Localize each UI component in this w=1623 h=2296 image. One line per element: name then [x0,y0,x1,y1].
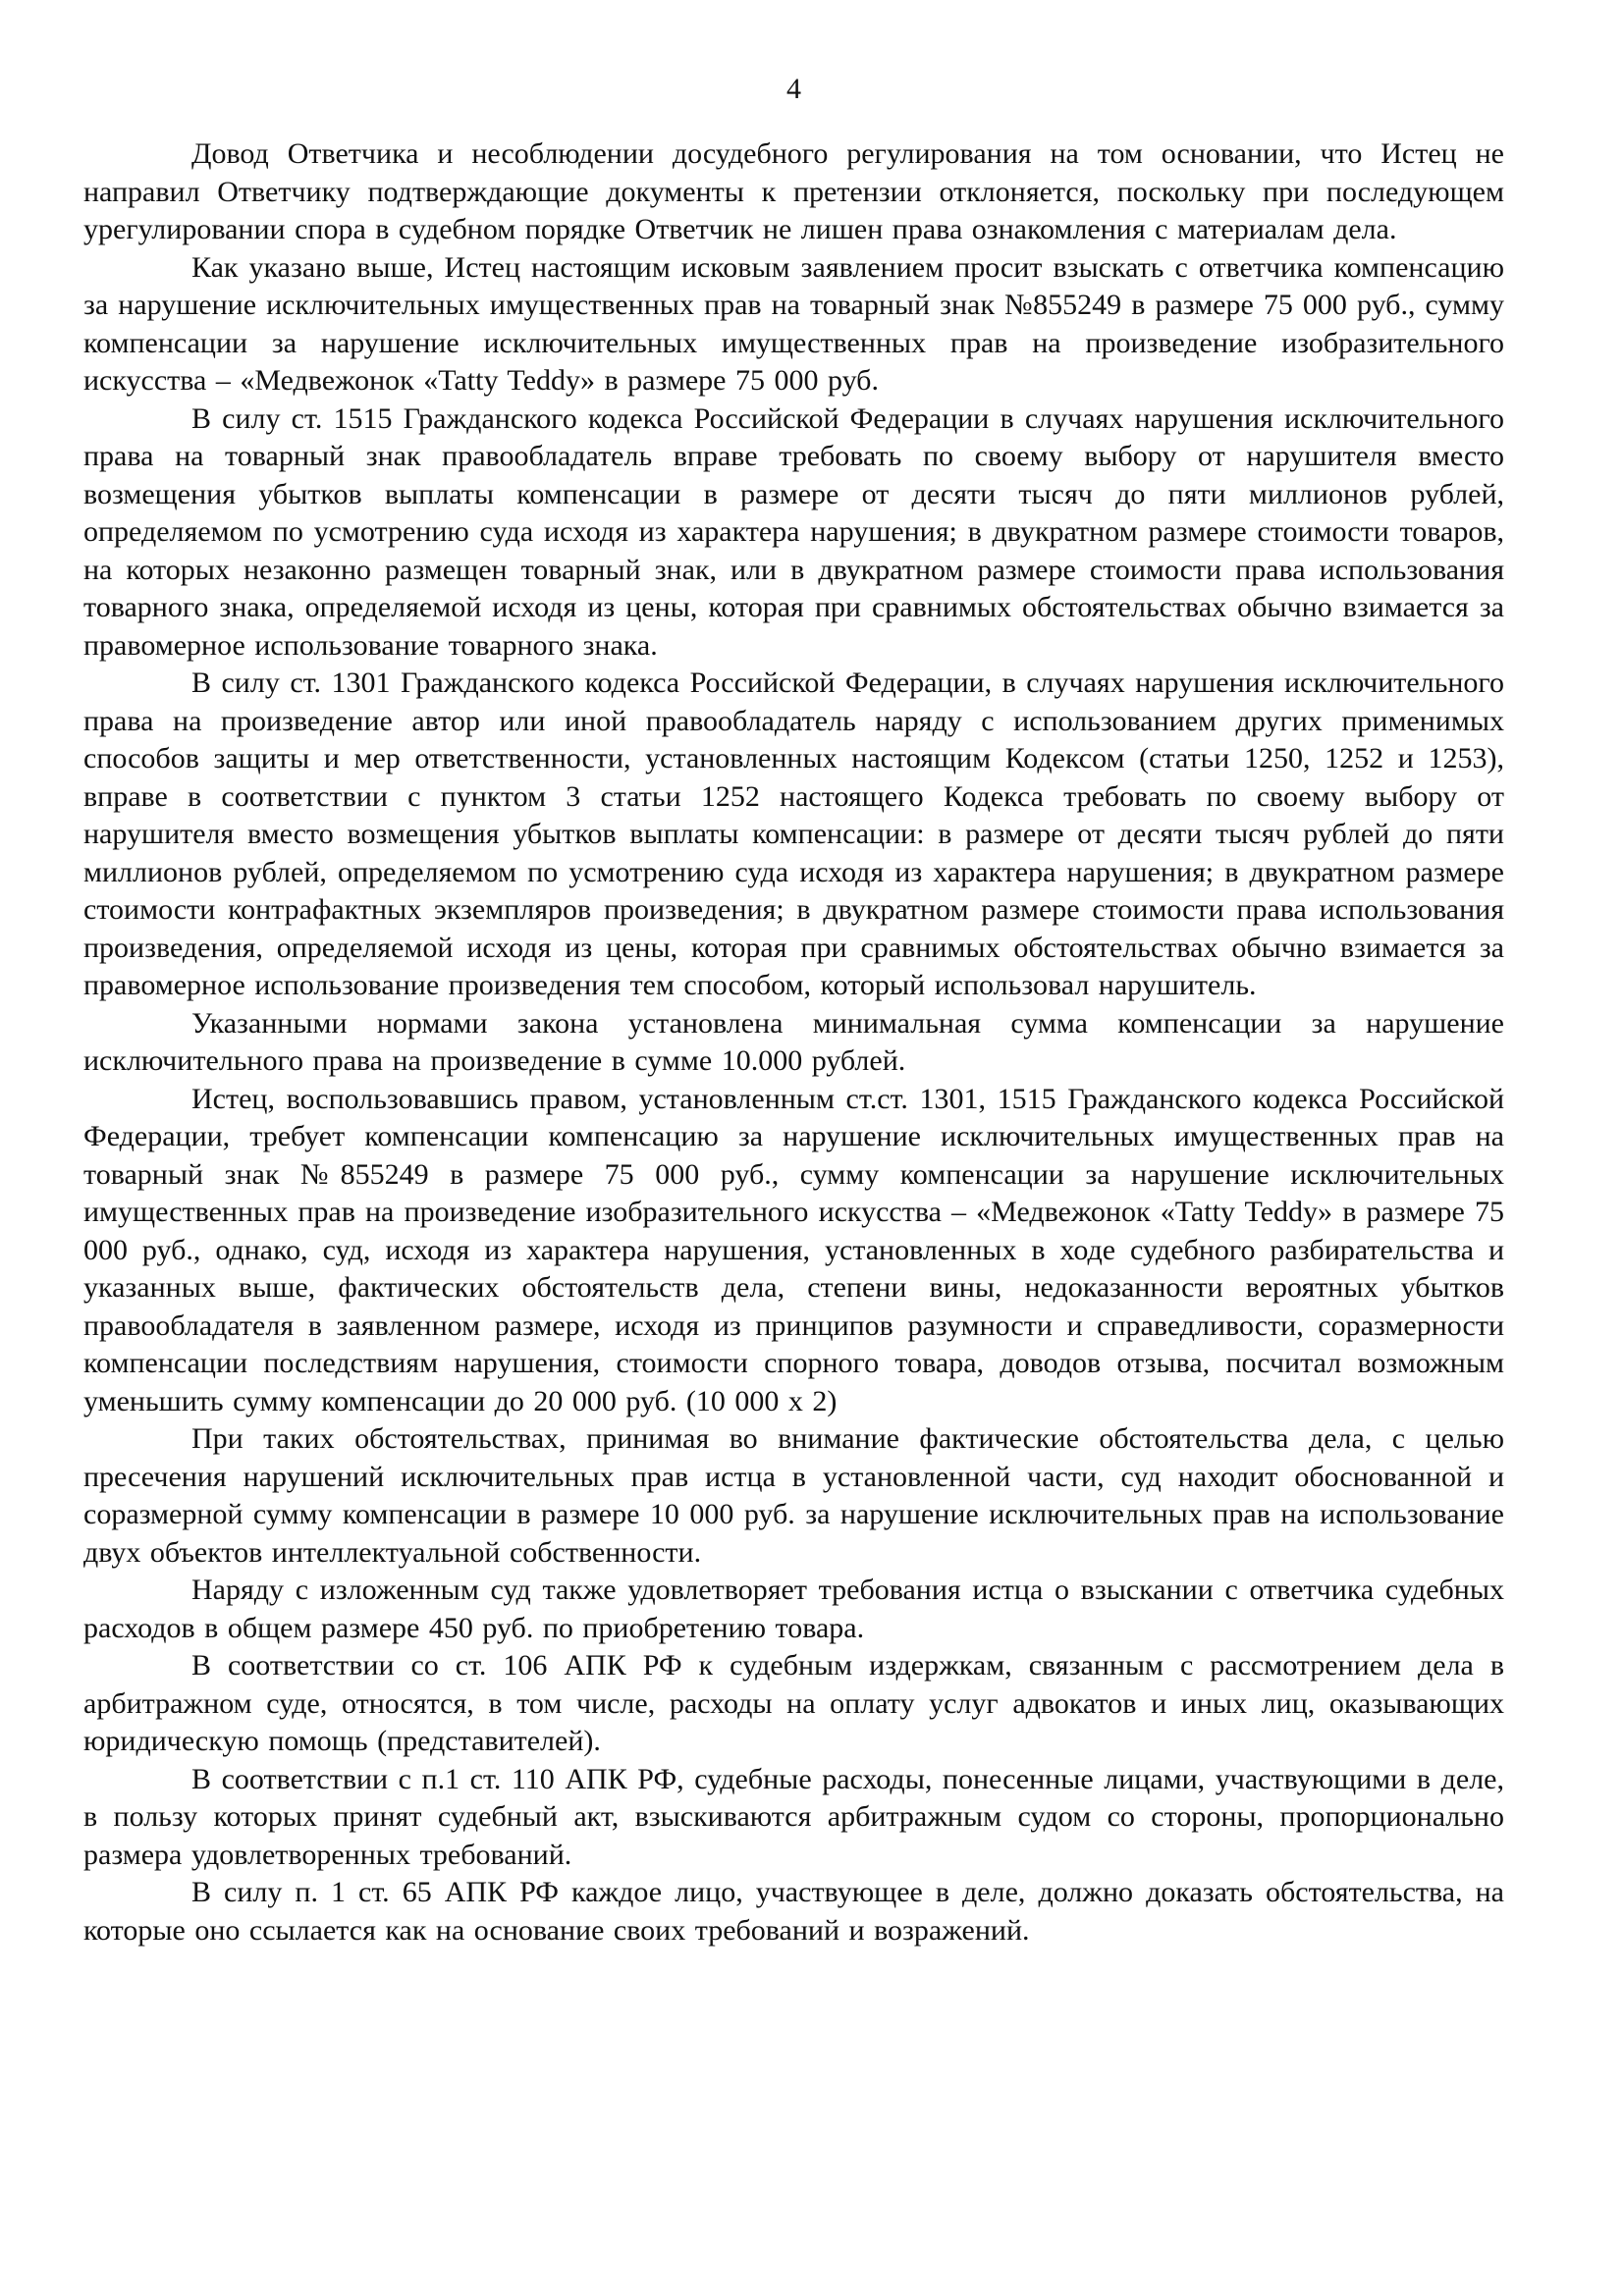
paragraph: При таких обстоятельствах, принимая во внимание фактические обстоятельства дела, с целью пресечения нарушений исключительных прав истца в установленной части, суд находит обоснованной и соразмерной сумму компенсации в размере 10 000 руб. за нарушение исключительных прав на использование двух объектов интеллектуальной собственности. [83,1422,1504,1569]
paragraph: В соответствии с п.1 ст. 110 АПК РФ, судебные расходы, понесенные лицами, участвующими в деле, в пользу которых принят судебный акт, взыскиваются арбитражным судом со стороны, пропорционально размера удовлетворенных требований. [83,1762,1504,1871]
paragraph: Указанными нормами закона установлена минимальная сумма компенсации за нарушение исключительного права на произведение в сумме 10.000 рублей. [83,1006,1504,1077]
paragraph: Истец, воспользовавшись правом, установленным ст.ст. 1301, 1515 Гражданского кодекса Российской Федерации, требует компенсации компенсацию за нарушение исключительных имущественных прав на товарный знак №855249 в размере 75 000 руб., сумму компенсации за нарушение исключительных имущественных прав на произведение изобразительного искусства – «Медвежонок «Tatty Teddy» в размере 75 000 руб., однако, суд, исходя из характера нарушения, установленных в ходе судебного разбирательства и указанных выше, фактических обстоятельств дела, степени вины, недоказанности вероятных убытков правообладателя в заявленном размере, исходя из принципов разумности и справедливости, соразмерности компенсации последствиям нарушения, стоимости спорного товара, доводов отзыва, посчитал возможным уменьшить сумму компенсации до 20 000 руб. (10 000 х 2) [83,1082,1504,1417]
paragraph: В силу ст. 1301 Гражданского кодекса Российской Федерации, в случаях нарушения исключительного права на произведение автор или иной правообладатель наряду с использованием других применимых способов защиты и мер ответственности, установленных настоящим Кодексом (статьи 1250, 1252 и 1253), вправе в соответствии с пунктом 3 статьи 1252 настоящего Кодекса требовать по своему выбору от нарушителя вместо возмещения убытков выплаты компенсации: в размере от десяти тысяч рублей до пяти миллионов рублей, определяемом по усмотрению суда исходя из характера нарушения; в двукратном размере стоимости контрафактных экземпляров произведения; в двукратном размере стоимости права использования произведения, определяемой исходя из цены, которая при сравнимых обстоятельствах обычно взимается за правомерное использование произведения тем способом, который использовал нарушитель. [83,667,1504,1001]
paragraph: В силу ст. 1515 Гражданского кодекса Российской Федерации в случаях нарушения исключительного права на товарный знак правообладатель вправе требовать по своему выбору от нарушителя вместо возмещения убытков выплаты компенсации в размере от десяти тысяч до пяти миллионов рублей, определяемом по усмотрению суда исходя из характера нарушения; в двукратном размере стоимости товаров, на которых незаконно размещен товарный знак, или в двукратном размере стоимости права использования товарного знака, определяемой исходя из цены, которая при сравнимых обстоятельствах обычно взимается за правомерное использование товарного знака. [83,401,1504,662]
page-number: 4 [786,73,801,105]
document-body [83,135,1504,1949]
paragraph: Наряду с изложенным суд также удовлетворяет требования истца о взыскании с ответчика судебных расходов в общем размере 450 руб. по приобретению товара. [83,1574,1504,1644]
paragraph: Довод Ответчика и несоблюдении досудебного регулирования на том основании, что Истец не направил Ответчику подтверждающие документы к претензии отклоняется, поскольку при последующем урегулировании спора в судебном порядке Ответчик не лишен права ознакомления с материалам дела. [83,137,1504,245]
paragraph: В соответствии со ст. 106 АПК РФ к судебным издержкам, связанным с рассмотрением дела в арбитражном суде, относятся, в том числе, расходы на оплату услуг адвокатов и иных лиц, оказывающих юридическую помощь (представителей). [83,1649,1504,1757]
paragraph: В силу п. 1 ст. 65 АПК РФ каждое лицо, участвующее в деле, должно доказать обстоятельства, на которые оно ссылается как на основание своих требований и возражений. [83,1876,1504,1947]
paragraph: Как указано выше, Истец настоящим исковым заявлением просит взыскать с ответчика компенсацию за нарушение исключительных имущественных прав на товарный знак №855249 в размере 75 000 руб., сумму компенсации за нарушение исключительных имущественных прав на произведение изобразительного искусства – «Медвежонок «Tatty Teddy» в размере 75 000 руб. [83,250,1504,397]
